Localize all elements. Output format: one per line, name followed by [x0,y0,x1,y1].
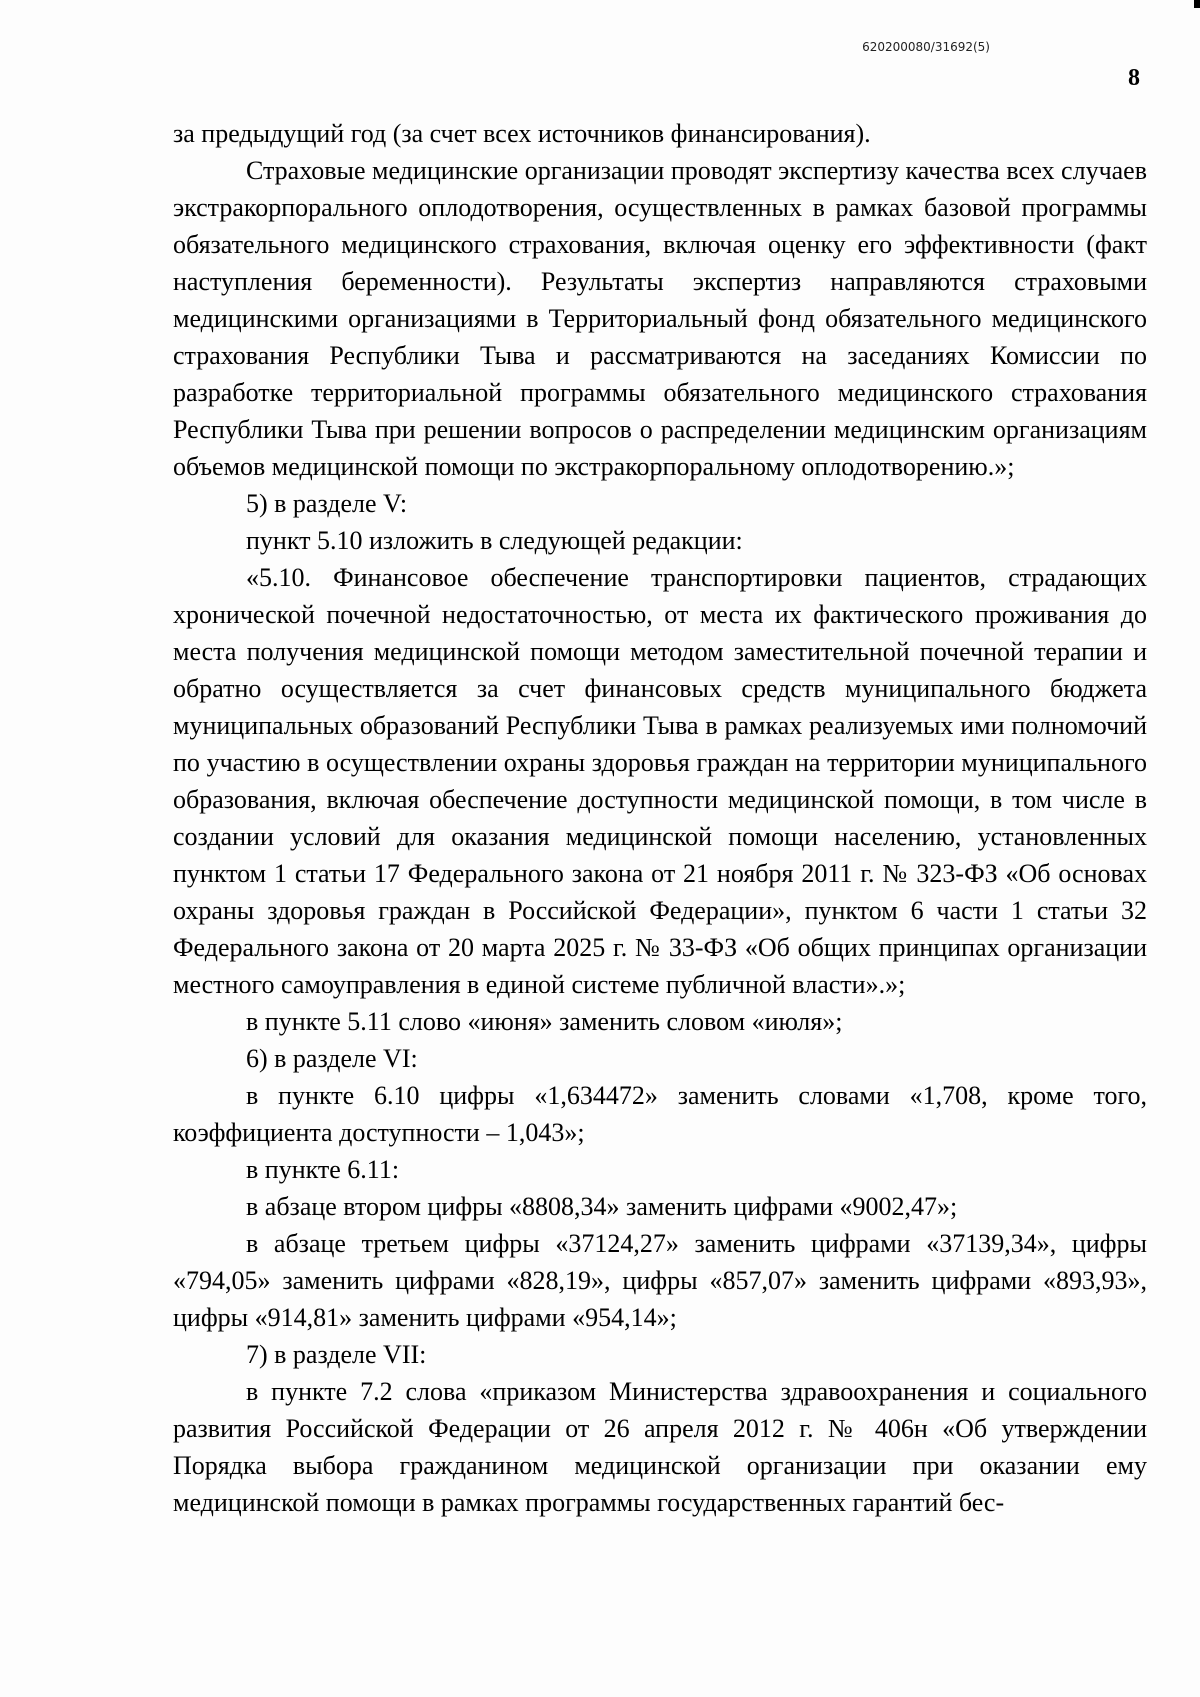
paragraph-11: в абзаце третьем цифры «37124,27» заменить цифрами «37139,34», цифры «794,05» заменить цифрами «828,19», цифры «857,07» заменить цифрами «893,93», цифры «914,81» заменить цифрами «954,14»; [173,1229,1147,1332]
document-id: 620200080/31692(5) [862,40,990,54]
paragraph-8: в пункте 6.10 цифры «1,634472» заменить словами «1,708, кроме того, коэффициента доступности – 1,043»; [173,1081,1147,1147]
paragraph-2: Страховые медицинские организации проводят экспертизу качества всех случаев экстракорпорального оплодотворения, осуществленных в рамках базовой программы обязательного медицинского страхования, включая оценку его эффективности (факт наступления беременности). Результаты экспертиз направляются страховыми медицинскими организациями в Территориальный фонд обязательного медицинского страхования Республики Тыва и рассматриваются на заседаниях Комиссии по разработке территориальной программы обязательного медицинского страхования Республики Тыва при решении вопросов о распределении медицинским организациям объемов медицинской помощи по экстракорпоральному оплодотворению.»; [173,156,1147,481]
paragraph-3: 5) в разделе V: [246,489,408,518]
paragraph-9: в пункте 6.11: [246,1155,400,1184]
paragraph-7: 6) в разделе VI: [246,1044,418,1073]
paragraph-10: в абзаце втором цифры «8808,34» заменить цифрами «9002,47»; [246,1192,958,1221]
paragraph-13: в пункте 7.2 слова «приказом Министерства здравоохранения и социального развития Российской Федерации от 26 апреля 2012 г. № 406н «Об утверждении Порядка выбора гражданином медицинской организации при оказании ему медицинской помощи в рамках программы государственных гарантий бес- [173,1377,1147,1517]
paragraph-1: за предыдущий год (за счет всех источников финансирования). [173,119,871,148]
page-number: 8 [1128,65,1140,91]
document-body [173,115,1147,1521]
paragraph-6: в пункте 5.11 слово «июня» заменить словом «июля»; [246,1007,843,1036]
scan-corner-mark [1194,0,1200,8]
paragraph-4: пункт 5.10 изложить в следующей редакции: [246,526,743,555]
paragraph-12: 7) в разделе VII: [246,1340,427,1369]
paragraph-5: «5.10. Финансовое обеспечение транспортировки пациентов, страдающих хронической почечной недостаточностью, от места их фактического проживания до места получения медицинской помощи методом заместительной почечной терапии и обратно осуществляется за счет финансовых средств муниципального бюджета муниципальных образований Республики Тыва в рамках реализуемых ими полномочий по участию в осуществлении охраны здоровья граждан на территории муниципального образования, включая обеспечение доступности медицинской помощи, в том числе в создании условий для оказания медицинской помощи населению, установленных пунктом 1 статьи 17 Федерального закона от 21 ноября 2011 г. № 323-ФЗ «Об основах охраны здоровья граждан в Российской Федерации», пунктом 6 части 1 статьи 32 Федерального закона от 20 марта 2025 г. № 33-ФЗ «Об общих принципах организации местного самоуправления в единой системе публичной власти».»; [173,563,1147,999]
